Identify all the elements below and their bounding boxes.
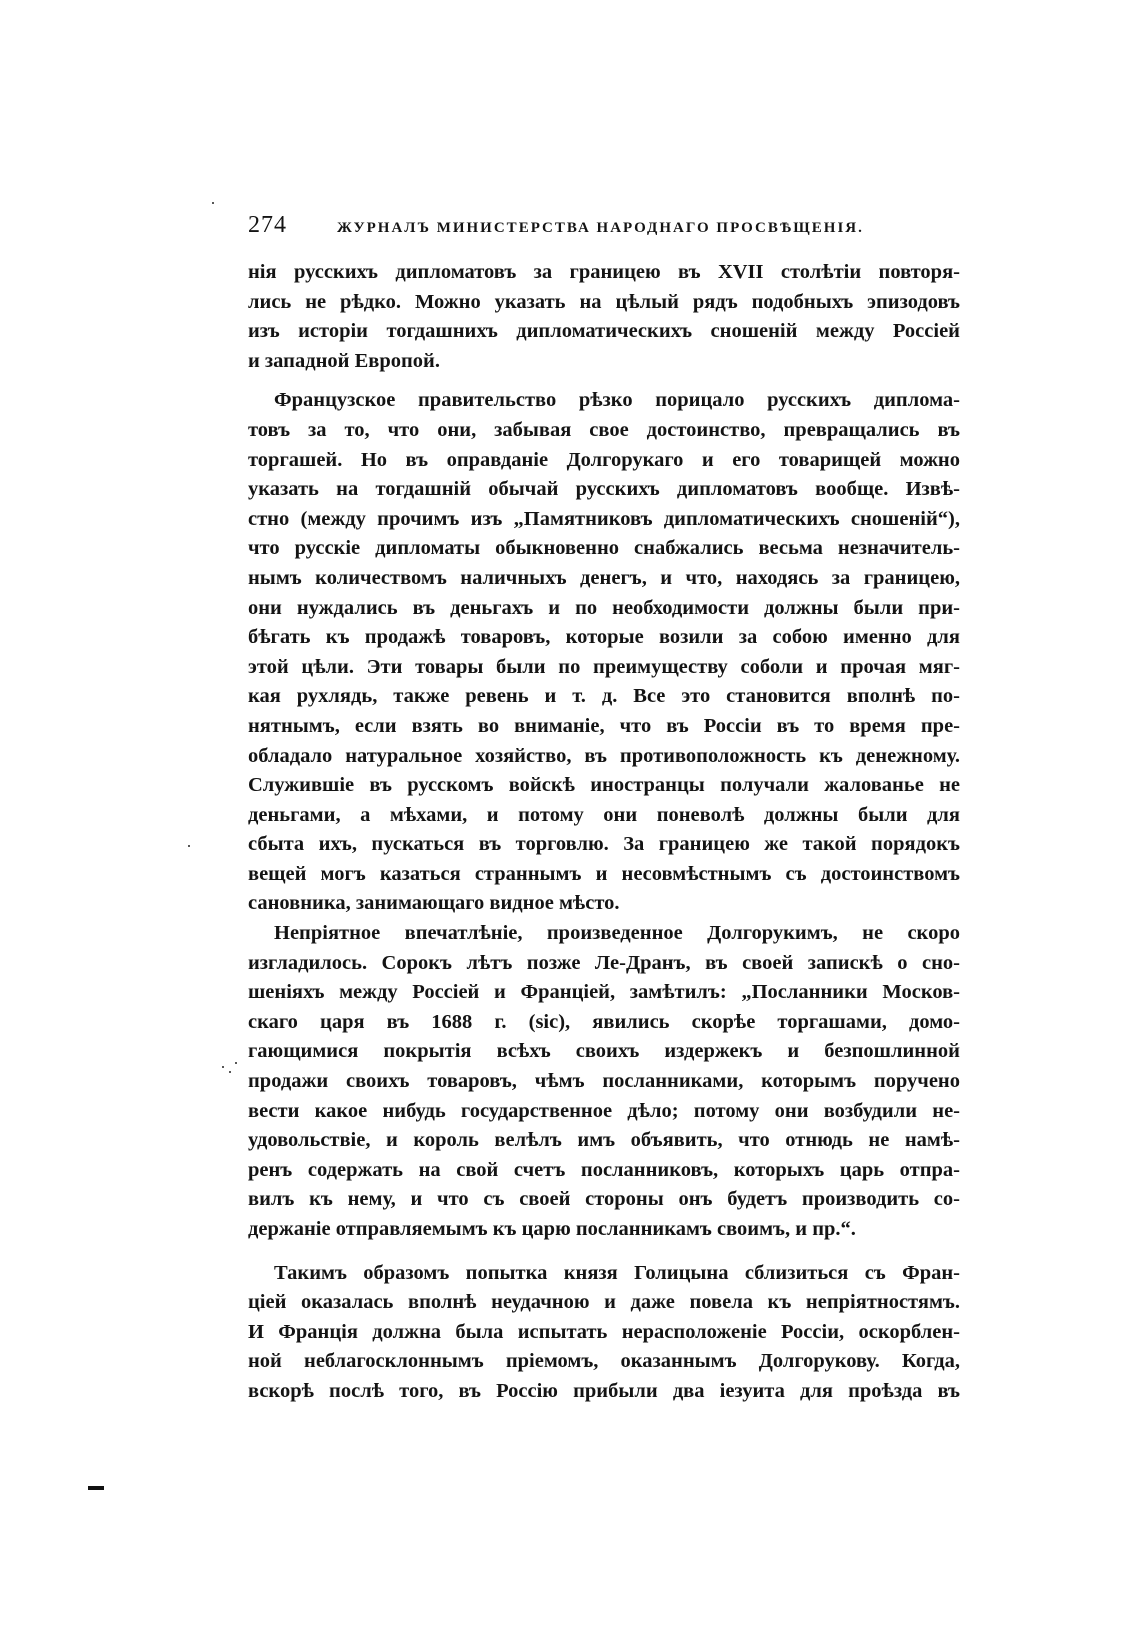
text-line: изгладилось. Сорокъ лѣтъ позже Ле-Дранъ, въ своей запискѣ о сно- xyxy=(248,951,960,974)
page-header xyxy=(248,212,968,242)
text-line: указать на тогдашній обычай русскихъ дипломатовъ вообще. Извѣ- xyxy=(248,478,960,501)
paragraph-start-line: Такимъ образомъ попытка князя Голицына сблизиться съ Фран- xyxy=(274,1261,960,1284)
scan-speck xyxy=(188,845,190,847)
text-line: нымъ количествомъ наличныхъ денегъ, и что, находясь за границею, xyxy=(248,566,960,589)
scan-speck xyxy=(229,1071,231,1073)
text-line: продажи своихъ товаровъ, чѣмъ посланниками, которымъ поручено xyxy=(248,1070,960,1093)
text-line: обладало натуральное хозяйство, въ противоположность къ денежному. xyxy=(248,744,960,767)
scan-speck xyxy=(212,202,214,204)
text-line: товъ за то, что они, забывая свое достоинство, превращались въ xyxy=(248,418,960,441)
body-text xyxy=(248,258,960,1407)
text-line: нятнымъ, если взять во вниманіе, что въ Россіи въ то время пре- xyxy=(248,714,960,737)
text-line: нія русскихъ дипломатовъ за границею въ XVII столѣтіи повторя- xyxy=(248,261,960,283)
text-line: стно (между прочимъ изъ „Памятниковъ дипломатическихъ сношеній“), xyxy=(248,507,960,530)
text-line: вскорѣ послѣ того, въ Россію прибыли два іезуита для проѣзда въ xyxy=(248,1379,960,1402)
scan-speck xyxy=(235,1062,237,1064)
text-line: скаго царя въ 1688 г. (sic), явились скорѣе торгашами, домо- xyxy=(248,1010,960,1033)
text-line: изъ исторіи тогдашнихъ дипломатическихъ сношеній между Россіей xyxy=(248,320,960,343)
text-line: этой цѣли. Эти товары были по преимуществу соболи и прочая мяг- xyxy=(248,655,960,678)
text-line: И Франція должна была испытать нерасположеніе Россіи, оскорблен- xyxy=(248,1320,960,1343)
text-line: кая рухлядь, также ревень и т. д. Все это становится вполнѣ по- xyxy=(248,685,960,708)
text-line: вести какое нибудь государственное дѣло; потому они возбудили не- xyxy=(248,1099,960,1122)
text-line: Служившіе въ русскомъ войскѣ иностранцы получали жалованье не xyxy=(248,774,960,797)
running-title: ЖУРНАЛЪ МИНИСТЕРСТВА НАРОДНАГО ПРОСВѢЩЕНІЯ. xyxy=(337,220,864,236)
text-line: удовольствіе, и король велѣлъ имъ объявить, что отнюдь не намѣ- xyxy=(248,1129,960,1152)
text-line: ціей оказалась вполнѣ неудачною и даже повела къ непріятностямъ. xyxy=(248,1291,960,1314)
text-line: сановника, занимающаго видное мѣсто. xyxy=(248,892,620,915)
paragraph-start-line: Непріятное впечатлѣніе, произведенное Долгорукимъ, не скоро xyxy=(274,922,960,945)
text-line: сбыта ихъ, пускаться въ торговлю. За границею же такой порядокъ xyxy=(248,833,960,856)
page-number: 274 xyxy=(248,212,287,238)
text-line: держаніе отправляемымъ къ царю посланникамъ своимъ, и пр.“. xyxy=(248,1218,856,1240)
scan-speck xyxy=(222,1066,224,1068)
paragraph-start-line: Французское правительство рѣзко порицало русскихъ диплома- xyxy=(274,389,960,412)
text-line: лись не рѣдко. Можно указать на цѣлый рядъ подобныхъ эпизодовъ xyxy=(248,290,960,313)
text-line: бѣгать къ продажѣ товаровъ, которые возили за собою именно для xyxy=(248,626,960,649)
text-line: что русскіе дипломаты обыкновенно снабжались весьма незначитель- xyxy=(248,537,960,560)
text-line: деньгами, а мѣхами, и потому они поневолѣ должны были для xyxy=(248,803,960,826)
text-line: торгашей. Но въ оправданіе Долгорукаго и его товарищей можно xyxy=(248,448,960,471)
text-line: шеніяхъ между Россіей и Франціей, замѣтилъ: „Посланники Москов- xyxy=(248,981,960,1004)
text-line: вещей могъ казаться страннымъ и несовмѣстнымъ съ достоинствомъ xyxy=(248,862,960,885)
text-line: гающимися покрытія всѣхъ своихъ издержекъ и безпошлинной xyxy=(248,1040,960,1063)
text-line: они нуждались въ деньгахъ и по необходимости должны были при- xyxy=(248,596,960,619)
margin-mark xyxy=(88,1486,104,1490)
text-line: и западной Европой. xyxy=(248,349,440,372)
text-line: ренъ содержать на свой счетъ посланниковъ, которыхъ царь отпра- xyxy=(248,1158,960,1181)
text-line: вилъ къ нему, и что съ своей стороны онъ будетъ производить со- xyxy=(248,1188,960,1211)
text-line: ной неблагосклоннымъ пріемомъ, оказаннымъ Долгорукову. Когда, xyxy=(248,1350,960,1373)
